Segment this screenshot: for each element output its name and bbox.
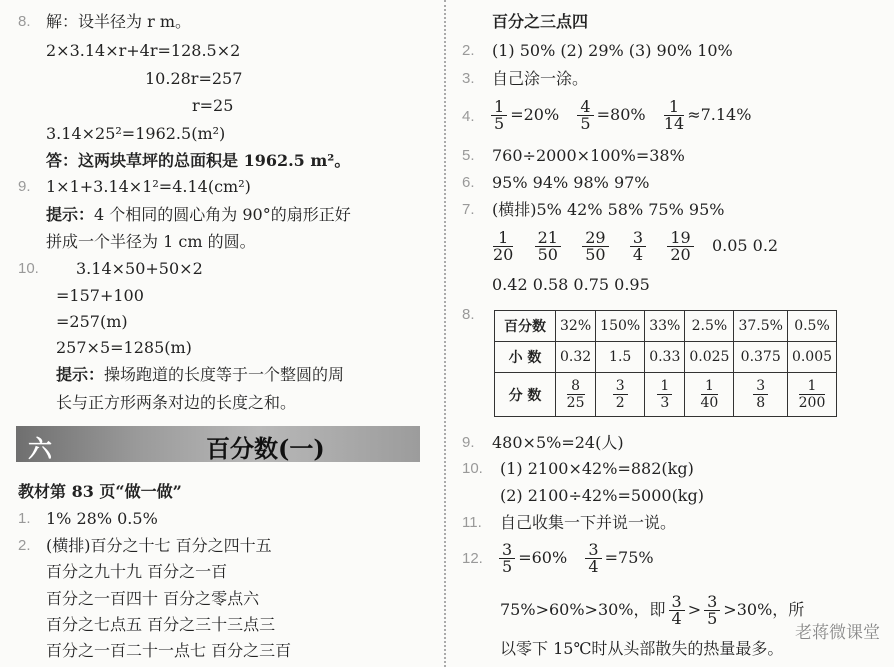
fraction: $\frac{3}{4}$: [669, 594, 685, 627]
conversion-table: [494, 310, 837, 417]
table-row: [495, 342, 837, 373]
answer-line: 百分之一百四十 百分之零点六: [46, 589, 260, 608]
table-cell: $\frac{1}{3}$: [645, 373, 685, 417]
answer-line: (1) 50% (2) 29% (3) 90% 10%: [492, 41, 733, 60]
hint-label: 提示：: [46, 205, 95, 224]
answer-line: 解：设半径为 r m。: [46, 12, 191, 31]
hint-text: 拼成一个半径为 1 cm 的圆。: [46, 232, 256, 251]
table-cell: 150%: [596, 311, 645, 342]
section-heading: 教材第 83 页“做一做”: [18, 482, 182, 501]
table-cell: 32%: [556, 311, 596, 342]
fraction-line: $\frac{1}{5}$ =20% $\frac{4}{5}$ =80% $\frac{1}{14}$ ≈7.14%: [488, 95, 751, 135]
answer-line: =157+100: [56, 286, 144, 305]
item-number: 3.: [462, 70, 475, 87]
table-cell: 0.5%: [787, 311, 836, 342]
row-header: 小 数: [495, 342, 556, 373]
answer-line: 以零下 15℃时从头部散失的热量最多。: [500, 639, 784, 658]
fraction: $\frac{19}{20}$: [667, 230, 693, 263]
fraction-line: $\frac{3}{5}$ =60% $\frac{3}{4}$ =75%: [496, 538, 654, 578]
item-number: 2.: [462, 42, 475, 59]
table-cell: $\frac{3}{2}$: [596, 373, 645, 417]
fraction: $\frac{3}{5}$: [499, 542, 515, 575]
answer-line: r=25: [192, 96, 234, 115]
answer-line: 百分之一百二十一点七 百分之三百: [46, 641, 292, 660]
answer-line: 百分之七点五 百分之三十三点三: [46, 615, 276, 634]
table-cell: $\frac{8}{25}$: [556, 373, 596, 417]
table-cell: 2.5%: [685, 311, 734, 342]
decimal-values: 0.05 0.2: [711, 236, 779, 255]
answer-line: 1×1+3.14×1²=4.14(cm²): [46, 177, 251, 196]
table-cell: 33%: [645, 311, 685, 342]
table-cell: 1.5: [596, 342, 645, 373]
column-divider: [444, 0, 446, 667]
fraction: $\frac{29}{50}$: [582, 230, 608, 263]
answer-line: =257(m): [56, 312, 128, 331]
item-number: 9.: [18, 178, 31, 195]
row-header: 分 数: [495, 373, 556, 417]
answer-line: (2) 2100÷42%=5000(kg): [500, 486, 704, 505]
answer-line: 百分之九十九 百分之一百: [46, 562, 228, 581]
answer-line: (1) 2100×42%=882(kg): [500, 459, 694, 478]
answer-line: (横排)5% 42% 58% 75% 95%: [492, 200, 725, 219]
item-number: 4.: [462, 108, 475, 125]
item-number: 7.: [462, 201, 475, 218]
item-number: 10.: [462, 460, 483, 477]
item-number: 11.: [462, 514, 482, 531]
item-number: 12.: [462, 550, 483, 567]
table-row: [495, 373, 837, 417]
answer-line: 自己收集一下并说一说。: [500, 513, 677, 532]
fraction: $\frac{21}{50}$: [535, 230, 561, 263]
table-cell: 0.33: [645, 342, 685, 373]
table-cell: 0.32: [556, 342, 596, 373]
fraction: $\frac{3}{4}$: [585, 542, 601, 575]
answer-line: 答：这两块草坪的总面积是 1962.5 m²。: [46, 151, 351, 170]
item-number: 10.: [18, 260, 39, 277]
table-cell: $\frac{3}{8}$: [734, 373, 787, 417]
table-cell: 0.005: [787, 342, 836, 373]
answer-line: 自己涂一涂。: [492, 69, 589, 88]
item-number: 9.: [462, 434, 475, 451]
answer-line: 3.14×50+50×2: [76, 259, 203, 278]
answer-line: 百分之三点四: [492, 12, 589, 31]
table-row: [495, 311, 837, 342]
answer-line: 3.14×25²=1962.5(m²): [46, 124, 226, 143]
table-cell: $\frac{1}{40}$: [685, 373, 734, 417]
fraction: $\frac{3}{5}$: [704, 594, 720, 627]
hint-text: 4 个相同的圆心角为 90°的扇形正好: [94, 205, 351, 224]
watermark: 老蒋微课堂: [795, 623, 880, 643]
unit-banner: [16, 426, 420, 462]
item-number: 8.: [18, 13, 31, 30]
hint-text: 长与正方形两条对边的长度之和。: [56, 393, 297, 412]
answer-line: 2×3.14×r+4r=128.5×2: [46, 41, 241, 60]
fraction: $\frac{1}{5}$: [491, 99, 507, 132]
row-header: 百分数: [495, 311, 556, 342]
item-number: 2.: [18, 537, 31, 554]
answer-line: 10.28r=257: [145, 69, 243, 88]
fraction: $\frac{4}{5}$: [577, 99, 593, 132]
answer-line: 760÷2000×100%=38%: [492, 146, 685, 165]
table-cell: 0.375: [734, 342, 787, 373]
item-number: 1.: [18, 510, 31, 527]
item-number: 5.: [462, 147, 475, 164]
fraction: $\frac{1}{14}$: [663, 97, 685, 133]
fraction-line: 75%>60%>30%，即 $\frac{3}{4}$ > $\frac{3}{5}$ >30%，所: [500, 592, 805, 628]
answer-line: 1% 28% 0.5%: [46, 509, 158, 528]
item-number: 8.: [462, 306, 475, 323]
hint-label: 提示：: [56, 365, 105, 384]
unit-title: 百分数(一): [206, 434, 325, 463]
hint-text: 操场跑道的长度等于一个整圆的周: [104, 365, 345, 384]
answer-line: 0.42 0.58 0.75 0.95: [492, 275, 650, 294]
table-cell: $\frac{1}{200}$: [787, 373, 836, 417]
fraction-line: [490, 226, 778, 266]
fraction: $\frac{3}{4}$: [630, 230, 646, 263]
answer-line: 257×5=1285(m): [56, 338, 192, 357]
answer-line: 95% 94% 98% 97%: [492, 173, 650, 192]
table-cell: 0.025: [685, 342, 734, 373]
answer-line: (横排)百分之十七 百分之四十五: [46, 536, 272, 555]
fraction: $\frac{1}{20}$: [493, 228, 514, 264]
answer-line: 480×5%=24(人): [492, 433, 624, 452]
unit-number: 六: [28, 434, 52, 463]
table-cell: 37.5%: [734, 311, 787, 342]
item-number: 6.: [462, 174, 475, 191]
